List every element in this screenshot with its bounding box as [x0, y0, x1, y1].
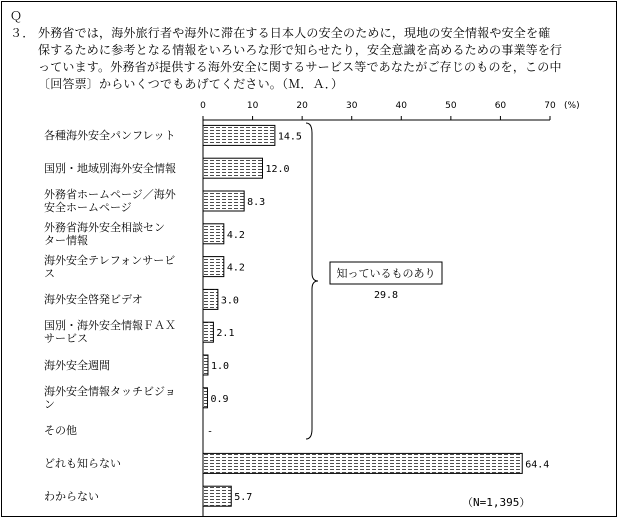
question-line-4: 〔回答票〕からいくつでもあげてください。（Ｍ．Ａ．） — [38, 77, 344, 91]
category-label-line: 海外安全テレフォンサービ — [44, 253, 176, 267]
x-tick-label: 60 — [494, 101, 507, 111]
x-tick-label: 50 — [445, 101, 457, 111]
x-tick-label: 40 — [395, 101, 408, 111]
value-label: 64.4 — [525, 459, 550, 471]
category-label-line: 外務省ホームページ／海外 — [44, 188, 176, 201]
x-tick-label: 70 — [544, 101, 556, 111]
category-label-line: ター情報 — [44, 233, 88, 247]
annotation-value: 29.8 — [373, 290, 399, 301]
category-label-line: 海外安全週間 — [44, 358, 110, 372]
value-label: 5.7 — [234, 492, 253, 504]
bar — [203, 191, 244, 211]
value-label: 2.1 — [216, 328, 235, 340]
bar — [203, 158, 262, 178]
value-label: 8.3 — [247, 197, 266, 208]
annotation-label: 知っているものあり — [336, 267, 436, 280]
bar — [203, 453, 522, 473]
x-unit-label: (%) — [564, 101, 580, 111]
question-number: Ｑ３． — [10, 9, 35, 40]
question-line-2: 保するために参考となる情報をいろいろな形で知らせたり，安全意識を高めるための事業等を行 — [38, 43, 563, 57]
value-label: 0.9 — [210, 393, 229, 405]
x-tick-label: 30 — [345, 101, 358, 111]
category-label-line: 海外安全啓発ビデオ — [44, 292, 143, 306]
bar — [203, 125, 275, 145]
value-label: 1.0 — [210, 361, 230, 372]
annotation-layer — [306, 123, 442, 439]
bar-layer — [203, 125, 549, 506]
category-label-line: 各種海外安全パンフレット — [44, 128, 176, 142]
question-line-3: っています。外務省が提供する海外安全に関するサービス等であなたがご存じのものを，この中 — [38, 60, 562, 74]
category-label-line: どれも知らない — [44, 456, 121, 470]
value-label: 3.0 — [220, 295, 239, 307]
sample-size-note: （N=1,395） — [462, 496, 531, 509]
x-tick-label: 20 — [296, 101, 308, 111]
x-tick-label: 0 — [200, 101, 206, 111]
category-label-line: 国別・海外安全情報ＦＡＸ — [44, 319, 176, 333]
category-label-line: わからない — [44, 489, 99, 503]
annotation-brace — [306, 123, 318, 439]
category-label-line: 海外安全情報タッチビジョ — [44, 384, 176, 398]
value-label: - — [207, 426, 214, 438]
value-label: 14.5 — [277, 131, 302, 143]
bar — [203, 289, 218, 309]
value-label: 12.0 — [265, 164, 290, 176]
question-line-1: Ｑ３． 外務省では，海外旅行者や海外に滞在する日本人の安全のために，現地の安全情報や安全を確 — [10, 9, 551, 40]
category-label-line: その他 — [44, 424, 77, 438]
bar — [203, 486, 231, 506]
bar — [203, 257, 224, 277]
bar — [203, 322, 213, 342]
category-label-line: ス — [44, 266, 55, 280]
bar — [203, 355, 208, 375]
category-label-line: ン — [44, 397, 55, 411]
category-label-line: 安全ホームページ — [44, 201, 132, 214]
category-label-line: 国別・地域別海外安全情報 — [44, 161, 176, 175]
bar — [203, 388, 207, 408]
category-label-line: サービス — [44, 332, 88, 346]
value-label: 4.2 — [226, 262, 245, 274]
x-tick-label: 10 — [246, 101, 259, 111]
category-label-line: 外務省海外安全相談セン — [44, 220, 165, 234]
value-label: 4.2 — [226, 229, 245, 241]
bar — [203, 224, 224, 244]
